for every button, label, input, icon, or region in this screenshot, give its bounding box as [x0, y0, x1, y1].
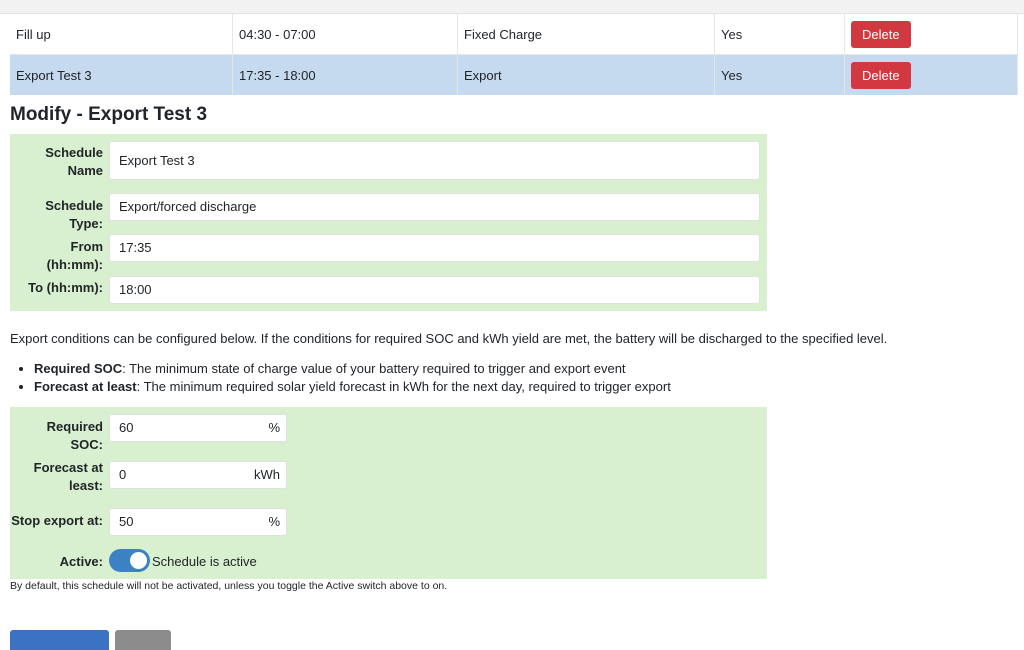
schedule-time-cell: 04:30 - 07:00 — [233, 14, 458, 55]
note-text: : The minimum state of charge value of your battery required to trigger and export event — [122, 361, 626, 376]
from-time-input[interactable]: 17:35 — [109, 234, 760, 262]
stop-export-input[interactable] — [109, 508, 287, 536]
cancel-button[interactable] — [115, 630, 171, 650]
forecast-label: Forecast at least: — [33, 460, 103, 493]
schedule-type-select[interactable]: Export/forced discharge — [109, 193, 760, 221]
schedule-name-cell: Export Test 3 — [10, 55, 233, 96]
action-cell — [845, 55, 1018, 96]
percent-unit: % — [268, 514, 280, 529]
top-bar — [0, 0, 1024, 14]
active-toggle-label: Schedule is active — [152, 554, 257, 569]
forecast-value: 0 — [119, 467, 127, 482]
schedule-type-cell: Fixed Charge — [458, 14, 715, 55]
table-row[interactable] — [10, 14, 1018, 55]
schedule-table — [10, 14, 1018, 95]
export-conditions-panel — [10, 407, 767, 579]
list-item — [34, 360, 671, 378]
delete-button[interactable]: Delete — [851, 62, 911, 89]
percent-unit: % — [268, 420, 280, 435]
action-cell — [845, 14, 1018, 55]
active-toggle[interactable] — [109, 549, 150, 572]
toggle-knob — [130, 552, 147, 569]
schedule-time-cell: 17:35 - 18:00 — [233, 55, 458, 96]
list-item — [34, 378, 671, 396]
schedule-name-cell: Fill up — [10, 14, 233, 55]
required-soc-label: Required SOC: — [46, 419, 103, 452]
forecast-input[interactable] — [109, 461, 287, 489]
to-time-input[interactable]: 18:00 — [109, 276, 760, 304]
note-term: Required SOC — [34, 361, 123, 376]
delete-button[interactable]: Delete — [851, 21, 911, 48]
stop-export-value: 50 — [119, 514, 134, 529]
schedule-active-cell: Yes — [715, 14, 845, 55]
schedule-name-label: Schedule Name — [45, 145, 103, 178]
conditions-notes — [10, 360, 671, 396]
schedule-active-cell: Yes — [715, 55, 845, 96]
schedule-form-panel — [10, 134, 767, 311]
note-text: : The minimum required solar yield forecast in kWh for the next day, required to trigger export — [136, 379, 671, 394]
schedule-name-input[interactable]: Export Test 3 — [109, 141, 760, 180]
to-label: To (hh:mm): — [28, 280, 103, 295]
activation-hint: By default, this schedule will not be activated, unless you toggle the Active switch above to on. — [10, 580, 448, 592]
schedule-type-label: Schedule Type: — [45, 198, 103, 231]
schedule-type-cell: Export — [458, 55, 715, 96]
table-row[interactable] — [10, 55, 1018, 96]
active-label: Active: — [59, 554, 103, 569]
page-title: Modify - Export Test 3 — [10, 104, 208, 125]
save-button[interactable] — [10, 630, 109, 650]
note-term: Forecast at least — [34, 379, 137, 394]
export-description: Export conditions can be configured below. If the conditions for required SOC and kWh yield are met, the battery will be discharged to the specified level. — [10, 331, 888, 346]
required-soc-input[interactable] — [109, 414, 287, 442]
required-soc-value: 60 — [119, 420, 134, 435]
stop-export-label: Stop export at: — [11, 513, 103, 528]
from-label: From (hh:mm): — [46, 239, 103, 272]
kwh-unit: kWh — [254, 467, 280, 482]
